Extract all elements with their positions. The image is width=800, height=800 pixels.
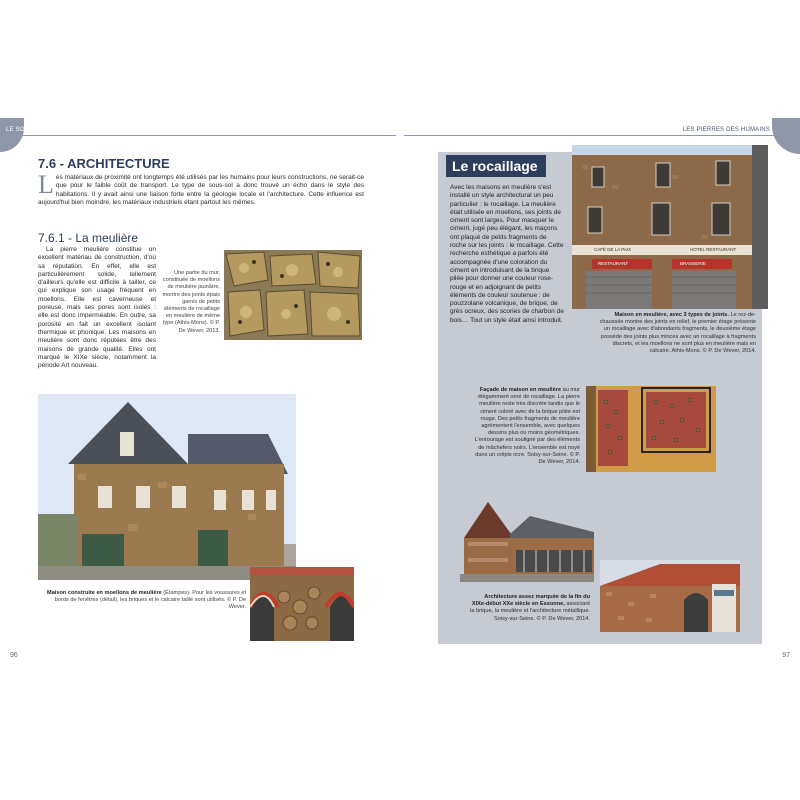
right-page-number: 97 <box>782 652 790 659</box>
athis-mons-facade-photo <box>572 145 768 309</box>
facade1-caption-bold: Maison en meulière, avec 3 types de joints. <box>614 312 729 318</box>
intro-paragraph <box>38 170 364 207</box>
architecture-caption-text: associant la brique, la meulière et l'architecture métallique. Soisy-sur-Seine. © P. De Wever, 2014. <box>470 601 590 622</box>
house-caption <box>38 590 246 612</box>
right-page-tab <box>772 118 800 154</box>
facade1-caption <box>592 312 756 355</box>
sign-cafe: CAFÉ DE LA PAIX <box>594 247 632 252</box>
intro-dropcap: L <box>38 170 54 199</box>
rocaillage-text: Avec les maisons en meulière s'est installé un style architectural un peu particulier : le rocaillage. La meulière était utilisée en moellons, ses joints de ciment sont larges. Pour masquer le ciment, jugé peu élégant, les maçons ont plaqué de petits fragments de roche sur les joints : le rocaillage. Cette recherche esthétique a parfois été accompagnée d'une coloration du ciment en introduisant de la brique pilée pour donner une couleur rose-rouge et en adjoignant de petits éléments de couleur soutenue : de pouzzolane volcanique, de brique, de grès ocreux, des scories de charbon de bois… Tout un style était ainsi introduit. <box>450 184 564 324</box>
architecture-caption <box>470 594 590 623</box>
facade2-caption-bold: Façade de maison en meulière <box>479 387 562 393</box>
box-title: Le rocaillage <box>452 158 538 174</box>
sign-brasserie: BRASSERIE <box>680 261 706 266</box>
architecture-caption-bold: Architecture assez marquée de la fin du XIXe-début XXe siècle en Essonne, <box>471 594 590 608</box>
house-caption-text: (Étampes). Pour les voussures et bords de fenêtres (détail), les briques et le calcaire taillé sont utilisés. © P. De Wever. <box>54 590 246 611</box>
right-header-rule <box>404 135 774 136</box>
facade2-caption <box>470 387 580 466</box>
pavilion-photo <box>460 498 594 582</box>
stone-wall-caption: Une partie du mur, constituée de moellons de meulière jaunâtre, montre des joints épais garnis de petits éléments de rocaillage en meulière de même type (Athis-Mons). © P. De Wever, 2013. <box>162 270 220 334</box>
sign-restaurant: RESTAURANT <box>598 261 629 266</box>
meuliere-house-photo <box>38 394 296 580</box>
meuliere-body-text: La pierre meulière constitue un excellent matériau de construction, d'où sa réputation. En effet, elle est particulièrement solide, tellement d'ailleurs qu'elle est difficile à tailler, ce qui explique son usage fréquent en moellons. Elle est caverneuse et poreuse, mais ses pores sont isolés : elle est donc imperméable. En outre, sa porosité en fait un excellent isolant thermique et phonique. Les maisons en meulière sont donc réputées être des maisons de grande qualité. Elles ont marqué le XIXe siècle, notamment la période Art nouveau. <box>38 246 156 370</box>
left-running-header: LE SOL, LES HUMAINS <box>6 127 75 133</box>
left-header-rule <box>0 135 396 136</box>
rocaillage-facade-photo <box>586 386 716 472</box>
intro-text: es matériaux de proximité ont longtemps été utilisés par les humains pour leurs constructions, ne serait-ce que pour le faible coût de transport. Le type de sous-sol a donc trouvé un écho dans le style des habitations. Il y avait ainsi une liaison forte entre la géologie locale et l'architecture. Cette influence est aujourd'hui bien moindre, les matériaux industriels étant partout les mêmes. <box>38 174 364 206</box>
brick-building-photo <box>600 560 740 632</box>
facade2-caption-text: au mur élégamment orné de rocaillage. La pierre meulière reste très discrète tandis que le ciment coloré avec de la brique pilée est rouge. Des petits fragments de meulière agrémentent l'ensemble, avec quelques dessins plus ou moins géométriques. L'entourage est souligné par des éléments de mâchefers noirs. L'ensemble est noyé dans un crépis ocre. Soisy-sur-Seine. © P. De Wever, 2014. <box>474 387 580 466</box>
subsection-title: 7.6.1 - La meulière <box>38 231 139 245</box>
left-page-number: 96 <box>10 652 18 659</box>
window-detail-photo <box>250 567 354 641</box>
facade1-caption-text: Le rez-de-chaussée montre des joints en relief, le premier étage présente un rocaillage avec d'abondants fragments, le deuxième étage possède des joints plus minces avec un rocaillage à fragments discrets, et les moellons ne sont plus en meulière mais en calcaire. Athis-Mons. © P. De Wever, 2014. <box>599 312 756 355</box>
stone-wall-photo <box>224 250 362 340</box>
sign-hotel: HOTEL RESTAURANT <box>690 247 737 252</box>
house-caption-bold: Maison construite en moellons de meulière <box>47 590 162 596</box>
section-title: 7.6 - ARCHITECTURE <box>38 156 170 171</box>
right-running-header: LES PIERRES DES HUMAINS <box>682 127 770 133</box>
